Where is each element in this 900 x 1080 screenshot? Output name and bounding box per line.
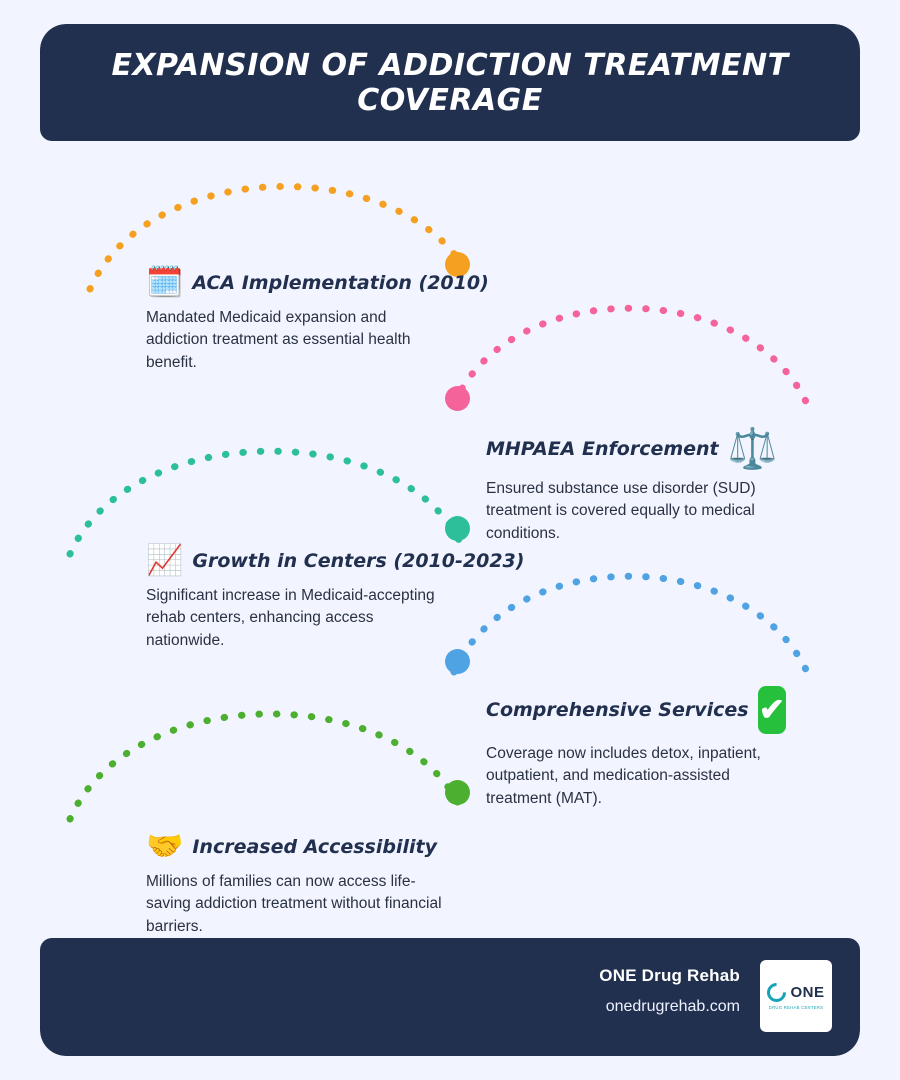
calendar-icon: 🗓️ (146, 266, 184, 299)
footer-text (599, 966, 740, 1016)
infographic-card (40, 24, 860, 1056)
step-mhpaea-enforcement (486, 429, 786, 545)
website-url[interactable]: onedrugrehab.com (605, 998, 740, 1015)
arc-connector-5 (60, 689, 470, 824)
step-growth-in-centers (146, 544, 525, 652)
chart-increasing-icon: 📈 (146, 544, 184, 577)
step-header (486, 686, 786, 734)
step-increased-accessibility (146, 832, 446, 938)
timeline-dot-2 (445, 386, 470, 411)
timeline-dot-3 (445, 516, 470, 541)
step-description: Mandated Medicaid expansion and addiction treatment as essential health benefit. (146, 309, 411, 371)
footer-banner (40, 938, 860, 1056)
step-title: Increased Accessibility (192, 836, 437, 858)
step-title: MHPAEA Enforcement (486, 438, 719, 460)
step-title: Comprehensive Services (486, 699, 749, 721)
header-banner (40, 24, 860, 141)
arc-connector-4 (440, 554, 820, 684)
step-comprehensive-services (486, 686, 786, 810)
step-description: Ensured substance use disorder (SUD) treatment is covered equally to medical conditions. (486, 480, 756, 542)
step-description: Coverage now includes detox, inpatient, outpatient, and medication-assisted treatment (MAT). (486, 745, 761, 807)
step-title: ACA Implementation (2010) (192, 272, 489, 294)
timeline-dot-4 (445, 649, 470, 674)
step-header (486, 429, 786, 469)
logo (760, 960, 832, 1032)
logo-wordmark: ONE (790, 983, 825, 1001)
step-header (146, 832, 446, 862)
check-mark-button-icon: ✔ (758, 686, 786, 734)
step-header (146, 266, 489, 299)
step-title: Growth in Centers (2010-2023) (192, 550, 525, 572)
ring-icon (764, 979, 791, 1006)
brand-name: ONE Drug Rehab (599, 966, 740, 985)
timeline-dot-5 (445, 780, 470, 805)
handshake-icon: 🤝 (146, 830, 184, 863)
step-header (146, 544, 525, 577)
page-title: EXPANSION OF ADDICTION TREATMENT COVERAGE (111, 47, 789, 118)
step-aca-implementation (146, 266, 489, 374)
balance-scale-icon: ⚖️ (727, 427, 778, 471)
arc-connector-2 (440, 286, 820, 416)
arc-connector-3 (60, 429, 470, 559)
step-description: Significant increase in Medicaid-accepting rehab centers, enhancing access nationwide. (146, 587, 435, 649)
logo-row (767, 983, 824, 1002)
logo-tagline: DRUG REHAB CENTERS (768, 1004, 824, 1010)
step-description: Millions of families can now access life-saving addiction treatment without financial barriers. (146, 873, 442, 935)
